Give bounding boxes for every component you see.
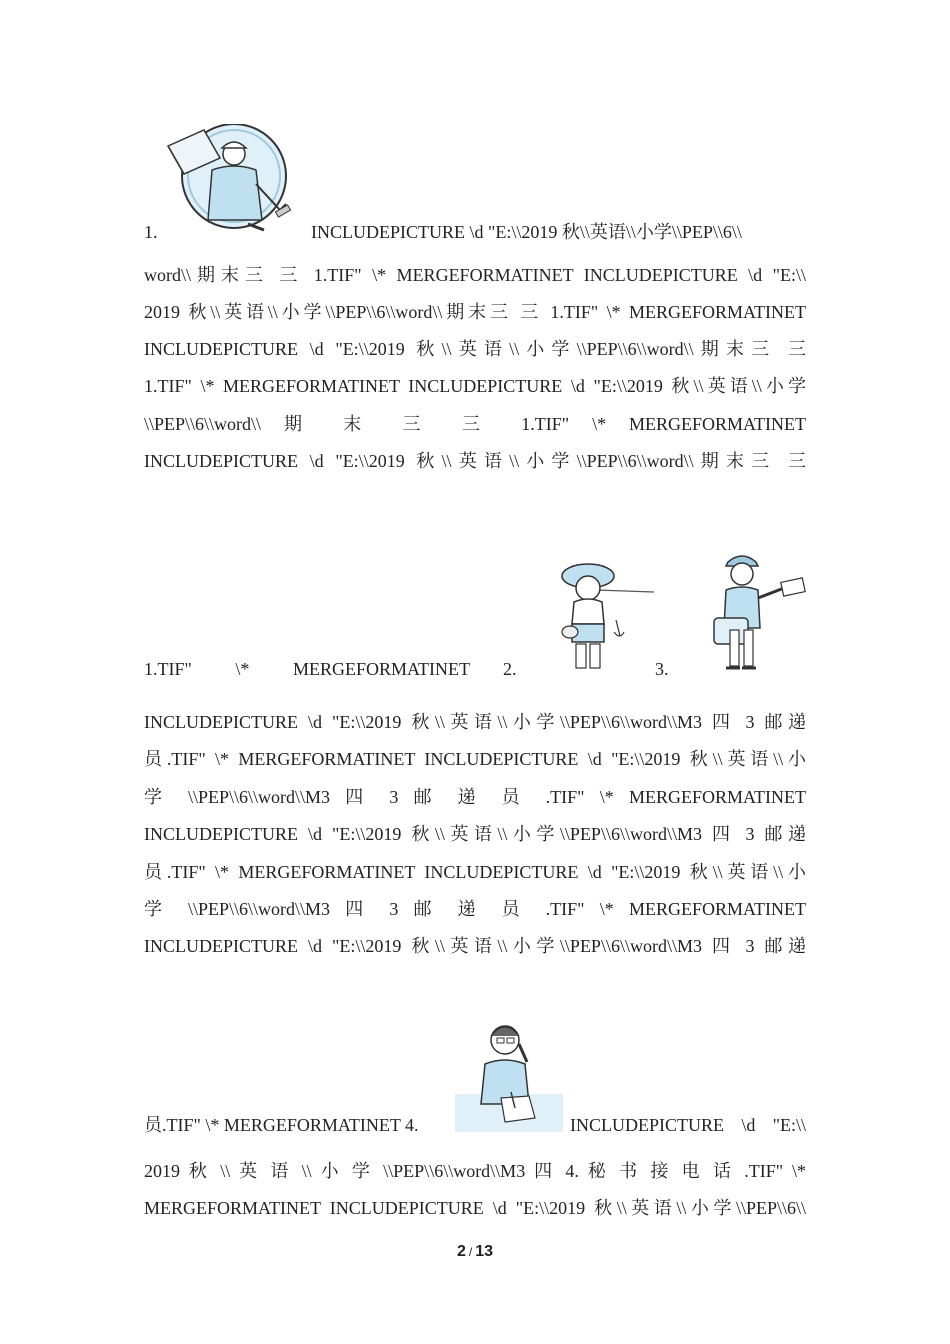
item-1-line: INCLUDEPICTURE \d "E:\\2019 秋\\英语\\小学\\PEP\\6\\word\\期末三 三 bbox=[144, 339, 806, 359]
current-page-number: 2 bbox=[456, 1243, 466, 1260]
page-separator: / bbox=[468, 1245, 473, 1259]
item-2-line: 员.TIF" \* MERGEFORMATINET INCLUDEPICTURE \d "E:\\2019 秋\\英语\\小 bbox=[144, 862, 806, 882]
worker-illustration bbox=[164, 124, 294, 236]
item-2-line: 学 \\PEP\\6\\word\\M3 四 3 邮 递 员 .TIF" \* MERGEFORMATINET bbox=[144, 899, 806, 919]
item-1-line: INCLUDEPICTURE \d "E:\\2019 秋\\英语\\小学\\PEP\\6\\word\\期末三 三 bbox=[144, 451, 806, 471]
fisherman-boy-illustration bbox=[556, 560, 656, 674]
item-number-2: 2. bbox=[503, 659, 517, 679]
item-4-line: 2019 秋 \\ 英 语 \\ 小 学 \\PEP\\6\\word\\M3 四 4. 秘 书 接 电 话 .TIF" \* bbox=[144, 1161, 806, 1181]
item-1-first-line: INCLUDEPICTURE \d "E:\\2019 秋\\英语\\小学\\PEP\\6\\ bbox=[311, 222, 742, 242]
item-2-lead-text: 1.TIF" \* MERGEFORMATINET bbox=[144, 659, 470, 679]
item-number-3: 3. bbox=[655, 659, 669, 679]
item-4-lead-text: 员.TIF" \* MERGEFORMATINET 4. bbox=[144, 1115, 419, 1135]
item-1-line: word\\期末三 三 1.TIF" \* MERGEFORMATINET INCLUDEPICTURE \d "E:\\ bbox=[144, 265, 806, 285]
secretary-illustration bbox=[455, 1018, 563, 1132]
total-pages: 13 bbox=[475, 1243, 494, 1260]
postman-illustration bbox=[708, 548, 808, 674]
item-1-line: 2019 秋\\英语\\小学\\PEP\\6\\word\\期末三 三 1.TIF" \* MERGEFORMATINET bbox=[144, 302, 806, 322]
item-2-line: 员.TIF" \* MERGEFORMATINET INCLUDEPICTURE \d "E:\\2019 秋\\英语\\小 bbox=[144, 749, 806, 769]
item-number-1: 1. bbox=[144, 222, 158, 242]
item-2-line: INCLUDEPICTURE \d "E:\\2019 秋\\英语\\小学\\PEP\\6\\word\\M3 四 3 邮递 bbox=[144, 712, 806, 732]
item-1-line: 1.TIF" \* MERGEFORMATINET INCLUDEPICTURE \d "E:\\2019 秋\\英语\\小学 bbox=[144, 376, 806, 396]
item-4-after-image-text: INCLUDEPICTURE \d "E:\\ bbox=[570, 1115, 806, 1135]
item-4-line: MERGEFORMATINET INCLUDEPICTURE \d "E:\\2019 秋\\英语\\小学\\PEP\\6\\ bbox=[144, 1198, 806, 1218]
item-2-line: INCLUDEPICTURE \d "E:\\2019 秋\\英语\\小学\\PEP\\6\\word\\M3 四 3 邮递 bbox=[144, 936, 806, 956]
item-2-line: 学 \\PEP\\6\\word\\M3 四 3 邮 递 员 .TIF" \* MERGEFORMATINET bbox=[144, 787, 806, 807]
item-1-line: \\PEP\\6\\word\\ 期 末 三 三 1.TIF" \* MERGEFORMATINET bbox=[144, 414, 806, 434]
item-2-line: INCLUDEPICTURE \d "E:\\2019 秋\\英语\\小学\\PEP\\6\\word\\M3 四 3 邮递 bbox=[144, 824, 806, 844]
page-indicator bbox=[0, 1243, 950, 1261]
